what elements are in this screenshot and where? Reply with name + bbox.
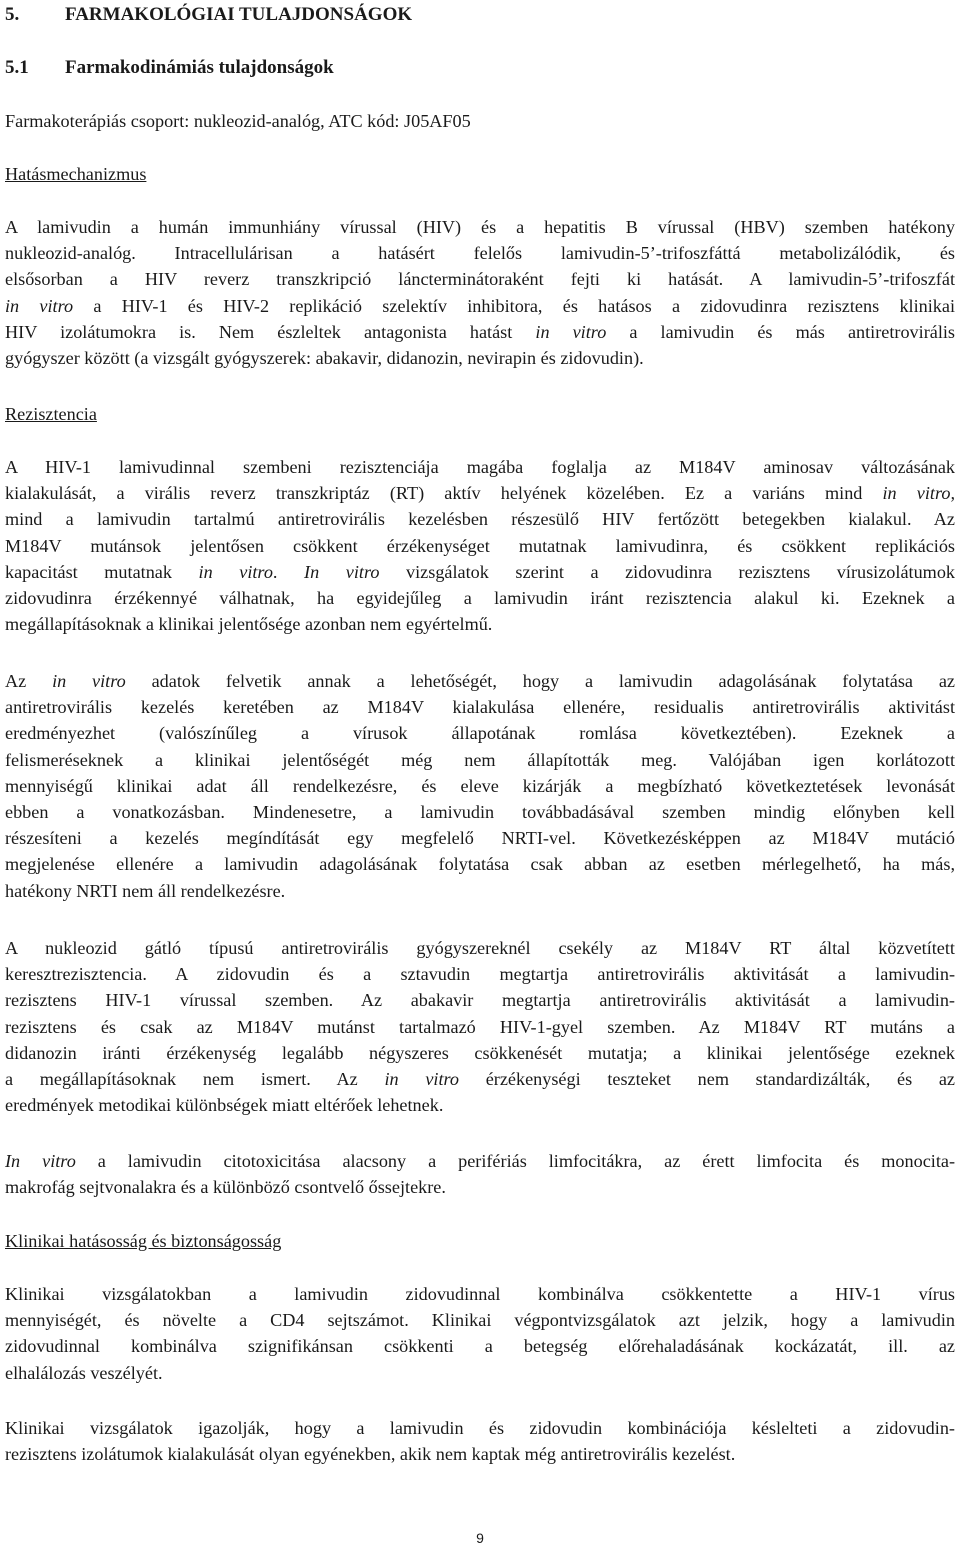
italic-term: in vitro,: [882, 483, 955, 504]
text-line: mennyiségét, és növelte a CD4 sejtszámot. Klinikai végpontvizsgálatok azt jelzik, hogy a lamivudin: [5, 1310, 955, 1331]
text-line: kialakulását, a virális reverz transzkriptáz (RT) aktív helyének közelében. Ez a variáns mind in vitro,: [5, 483, 955, 504]
paragraph-clinical-2: [5, 1415, 955, 1467]
text-line: gyógyszer között (a vizsgált gyógyszerek: abakavir, didanozin, nevirapin és zidovudin).: [5, 348, 644, 369]
text-line: A lamivudin a humán immunhiány vírussal (HIV) és a hepatitis B vírussal (HBV) szemben hatékony: [5, 217, 955, 237]
text-line: makrofág sejtvonalakra és a különböző csontvelő őssejtekre.: [5, 1177, 446, 1198]
italic-term: in vitro: [384, 1069, 459, 1090]
heading-mechanism: Hatásmechanizmus: [5, 164, 147, 184]
text-line: rezisztens HIV-1 vírussal szemben. Az abakavir megtartja antiretrovirális aktivitását a lamivudin-: [5, 990, 955, 1011]
text-line: elsősorban a HIV reverz transzkripció láncterminátoraként fejti ki hatását. A lamivudin-5’-trifoszfát: [5, 269, 955, 290]
italic-term: in vitro: [535, 321, 607, 342]
heading-clinical: Klinikai hatásosság és biztonságosság: [5, 1231, 282, 1251]
section-heading: [5, 2, 412, 28]
text-line: in vitro a HIV-1 és HIV-2 replikáció szelektív inhibitora, és hatásos a zidovudinra rezisztens klinikai: [5, 295, 956, 316]
paragraph-resistance-3: [5, 935, 955, 1118]
italic-term: in vitro: [5, 295, 74, 316]
text-line: A HIV-1 lamivudinnal szembeni rezisztenciája magába foglalja az M184V aminosav változásának: [5, 457, 955, 477]
text-line: In vitro a lamivudin citotoxicitása alacsony a perifériás limfocitákra, az érett limfocita és monocita-: [5, 1151, 955, 1171]
text-line: rezisztens izolátumok kialakulását olyan egyénekben, akik nem kaptak még antiretrovirális kezelést.: [5, 1444, 736, 1465]
paragraph-mechanism: [5, 214, 955, 371]
text-line: Klinikai vizsgálatok igazolják, hogy a lamivudin és zidovudin kombinációja késlelteti a zidovudin-: [5, 1418, 955, 1438]
paragraph-clinical-1: [5, 1281, 955, 1386]
text-line: antiretrovirális kezelés keretében az M184V kialakulása ellenére, residualis antiretrovirális aktivitást: [5, 697, 955, 718]
page-number: 9: [476, 1530, 484, 1546]
text-line: elhalálozás veszélyét.: [5, 1362, 163, 1383]
paragraph-cytotoxicity: [5, 1148, 955, 1200]
text-line: didanozin iránti érzékenység legalább négyszeres csökkenését mutatja; a klinikai jelentősége ezeknek: [5, 1042, 955, 1063]
text-line: mind a lamivudin tartalmú antiretrovirális kezelésben részesülő HIV fertőzött betegekben kialakul. Az: [5, 509, 955, 530]
text-line: rezisztens és csak az M184V mutánst tartalmazó HIV-1-gyel szemben. Az M184V RT mutáns a: [5, 1016, 955, 1037]
text-line: M184V mutánsok jelentősen csökkent érzékenységet mutatnak lamivudinra, és csökkent replikációs: [5, 535, 955, 556]
text-line: zidovudinra érzékennyé válhatnak, ha egyidejűleg a lamivudin iránt rezisztencia alakul ki. Ezeknek a: [5, 588, 955, 609]
paragraph-resistance-1: [5, 454, 955, 637]
text-line: A nukleozid gátló típusú antiretrovirális gyógyszereknél csekély az M184V RT által közvetített: [5, 938, 955, 958]
text-line: felismeréseknek a klinikai jelentőségét még nem állapították meg. Valójában igen korlátozott: [5, 749, 955, 770]
text-line: hatékony NRTI nem áll rendelkezésre.: [5, 880, 286, 901]
text-line: Klinikai vizsgálatokban a lamivudin zidovudinnal kombinálva csökkentette a HIV-1 vírus: [5, 1284, 955, 1304]
text-line: eredményezhet (valószínűleg a vírusok állapotának romlása következtében). Ezeknek a: [5, 723, 955, 744]
italic-term: In vitro: [5, 1151, 76, 1171]
text-line: nukleozid-analóg. Intracellulárisan a hatásért felelős lamivudin-5’-trifoszfáttá metabolizálódik, és: [5, 243, 955, 264]
text-line: zidovudinnal kombinálva szignifikánsan csökkenti a betegség előrehaladásának kockázatát, ill. az: [5, 1336, 955, 1357]
text-line: megállapításoknak a klinikai jelentősége azonban nem egyértelmű.: [5, 614, 493, 635]
paragraph-resistance-2: [5, 668, 955, 904]
italic-term: in vitro: [198, 561, 273, 582]
heading-resistance: Rezisztencia: [5, 404, 97, 424]
italic-term: in vitro: [52, 671, 126, 691]
section-number: 5.: [5, 4, 20, 25]
text-line: ebben a vonatkozásban. Mindenesetre, a lamivudin továbbadásával szemben mindig előnyben kell: [5, 802, 955, 823]
text-line: megjelenése ellenére a lamivudin adagolásának folytatása csak abban az esetben mérlegelhető, ha más,: [5, 854, 955, 875]
subsection-heading: [5, 55, 334, 81]
text-line: részesíteni a kezelés megíndítását egy megfelelő NRTI-vel. Következésképpen az M184V mutáció: [5, 828, 955, 849]
text-line: eredmények metodikai különbségek miatt eltérőek lehetnek.: [5, 1095, 444, 1116]
subsection-title: Farmakodinámiás tulajdonságok: [65, 57, 334, 78]
section-title: FARMAKOLÓGIAI TULAJDONSÁGOK: [65, 4, 413, 25]
text-line: HIV izolátumokra is. Nem észleltek antagonista hatást in vitro a lamivudin és más antiretrovirális: [5, 321, 956, 342]
italic-term: In vitro: [304, 561, 380, 582]
text-line: mennyiségű klinikai adat áll rendelkezésre, és eleve kizárják a megbízható következtetések levonását: [5, 775, 955, 796]
subsection-number: 5.1: [5, 57, 29, 78]
text-line: Az in vitro adatok felvetik annak a lehetőségét, hogy a lamivudin adagolásának folytatása az: [5, 671, 955, 691]
pharmacotherapeutic-group: Farmakoterápiás csoport: nukleozid-analóg, ATC kód: J05AF05: [5, 111, 471, 131]
text-line: keresztrezisztencia. A zidovudin és a sztavudin megtartja antiretrovirális aktivitását a lamivudin-: [5, 964, 955, 985]
text-line: kapacitást mutatnak in vitro. In vitro vizsgálatok szerint a zidovudinra rezisztens vírusizolátumok: [5, 561, 956, 582]
text-line: a megállapításoknak nem ismert. Az in vitro érzékenységi teszteket nem standardizálták, és az: [5, 1069, 955, 1090]
